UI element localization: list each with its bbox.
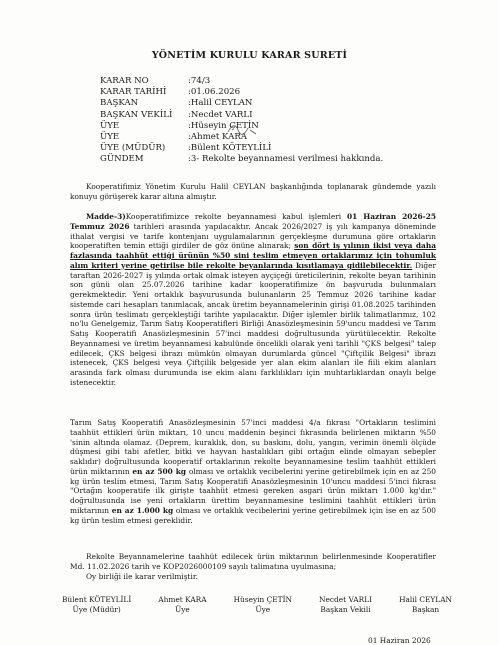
bylaw-min-1000: en az 1.000 kg xyxy=(111,505,174,515)
meta-label: BAŞKAN xyxy=(100,98,139,109)
intro-text: Kooperatifimiz Yönetim Kurulu Halil CEYLAN başkanlığında toplanarak gündemde yazılı konuyu görüşerek karar altına almıştır. xyxy=(70,182,436,201)
madde-paragraph xyxy=(70,212,436,388)
bylaw-min-500: en az 500 kg xyxy=(132,466,187,476)
madde-restriction: son dört iş yılının ikisi veya daha fazlasında taahhüt ettiği ürünün %50 sini teslim etmeyen ortaklarımız için tohumluk alım kriteri yerine getirilse bile rekolte beyanlarında kısıtlamaya gidilebilecektir. xyxy=(70,241,436,270)
madde-date-range: 01 Haziran 2026-25 Temmuz 2026 xyxy=(70,212,436,231)
meta-value: :Ahmet KARA xyxy=(188,132,248,143)
meta-value: :01.06.2026 xyxy=(188,87,241,98)
bylaw-text xyxy=(70,418,436,525)
meta-label: GÜNDEM xyxy=(100,154,144,165)
meta-value: :74/3 xyxy=(188,76,211,86)
signature xyxy=(158,595,206,614)
signer-role: Üye xyxy=(175,604,190,614)
meta-label: KARAR NO xyxy=(100,76,149,86)
signer-name: Bülent KÖTEYLİLİ xyxy=(62,595,132,604)
meta-value: :Hüseyin ÇETİN xyxy=(188,120,259,131)
signer-role: Üye (Müdür) xyxy=(72,604,121,614)
bylaw-text-part: olması ve ortaklık vecibelerini yerine getirebilmek için en az 250 kg ürün teslim etmesi, Tarım Satış Kooperatifi Anasözleşmesinin 10'uncu maddesi 5'inci fıkrası "Ortağın kooperatife ilk girişte taahhüt etmesi gereken asgari ürün miktarı 1.000 kg'dır." doğrultusunda ise yeni ortakların ürettim beyannamesine teslimini taahhüt ettikleri ürün miktarının xyxy=(70,466,436,515)
madde-text-part: tarihleri arasında yapılacaktır. Ancak 2026/2027 iş yılı kampanya döneminde ithalat vergisi ve tarife kontenjanı uygulamalarının gerçekleşme durumuna göre ortakların kooperatiften temin ettiği girdiler de göz önüne alınarak; xyxy=(70,221,436,251)
signature xyxy=(62,595,131,614)
madde-number: Madde-3) xyxy=(86,212,126,221)
instruction-paragraph xyxy=(70,552,436,581)
signer-role: Başkan Vekili xyxy=(320,604,371,614)
bylaw-text-part: olması ve ortaklık vecibelerini yerine getirebilmek için ise en az 500 kg ürün teslim etmesi gereklidir. xyxy=(70,505,436,525)
meta-row xyxy=(100,76,388,87)
signer-name: Ahmet KARA xyxy=(158,595,207,604)
meta-label: ÜYE xyxy=(100,120,120,131)
handwritten-mark-icon xyxy=(224,120,264,140)
meta-label: ÜYE (MÜDÜR) xyxy=(100,143,166,154)
meta-row xyxy=(100,154,388,165)
meta-value: :Bülent KÖTEYLİLİ xyxy=(188,143,272,154)
madde-text xyxy=(70,212,436,388)
unanimous-text: Oy birliği ile karar verilmiştir. xyxy=(86,571,198,581)
signer-name: Hüseyin ÇETİN xyxy=(233,595,292,604)
document-title: YÖNETİM KURULU KARAR SURETİ xyxy=(151,50,348,61)
intro-paragraph xyxy=(70,182,436,202)
meta-row xyxy=(100,98,388,109)
madde-text-part: Diğer taraftan 2026-2027 iş yılında ortak olmak isteyen ayçiçeği üreticilerinin, rekolte beyan tarihinin son günü olan 25.07.2026 tarihine kadar kooperatifimize ön başvuruda bulunmaları gerekmektedir. Yeni ortaklık başvurusunda bulunanların 25 Temmuz 2026 tarihine kadar sistemde cari hesapları tanımlacak, ancak üretim beyannamelerinin girişi 01.08.2025 tarihinden sonra ürün teslimatı gerçekleştiği tarihte yapılacaktır. Diğer işlemler birlik talimatlarımız, 102 no'lu Genelgemiz, Tarım Satış Kooperatifleri Birliği Anasözleşmesinin 59'uncu maddesi ve Tarım Satış Kooperatifi Anasözleşmesinin 57'inci maddesi doğrultusunda yürütülecektir. Rekolte Beyannamesi ve üretim beyannamesi kabulünde öncelikli olarak yeni tarihli "ÇKS belgesi" talep edilecek, ÇKS belgesi ibrazı mümkün olmayan durumlarda güncel "Çiftçilik Belgesi" ibrazı istenecek, ÇKS belgesi veya Çiftçilik belgeside yer alan ekim alanları ile fiili ekim alanları arasında fark olması durumunda ise ekim alanı farklılıkları için muhtarlıklardan onaylı belge istenecektir. xyxy=(70,260,436,387)
meta-label: KARAR TARİHİ xyxy=(100,87,167,98)
instruction-text: Rekolte Beyannamelerine taahhüt edilecek ürün miktarının belirlenmesinde Kooperatifler Md. 11.02.2026 tarih ve KOP2026000109 sayılı talimatına uyulmasına; xyxy=(70,552,436,571)
meta-row xyxy=(100,87,388,98)
meta-value: :Halil CEYLAN xyxy=(188,98,253,109)
signer-name: Necdet VARLI xyxy=(319,595,373,604)
signature xyxy=(319,595,372,614)
meta-value: :Necdet VARLI xyxy=(188,109,253,120)
signature xyxy=(399,595,452,614)
bylaw-paragraph xyxy=(70,418,436,525)
meta-label: BAŞKAN VEKİLİ xyxy=(100,109,173,120)
signer-role: Başkan xyxy=(411,604,440,614)
madde-text-part: Kooperatifimizce rekolte beyannamesi kabul işlemleri xyxy=(125,212,347,221)
meta-row xyxy=(100,143,388,154)
signature-block xyxy=(62,595,452,614)
document-date: 01 Haziran 2026 xyxy=(368,636,431,645)
signer-name: Halil CEYLAN xyxy=(399,595,452,604)
signature xyxy=(234,595,292,614)
meta-label: ÜYE xyxy=(100,132,120,143)
bylaw-text-part: Tarım Satış Kooperatifi Anasözleşmesinin 57'inci maddesi 4/a fıkrası "Ortakların teslimini taahhüt ettikleri ürün miktarı, 10 uncu maddenin beşinci fıkrasında belirlenen miktarın %50 'sinin altında olamaz. (Deprem, kuraklık, don, su baskını, dolu, yangın, verimin önemli ölçüde düşmesi gibi tabi afetler, bitki ve hayvan hastalıkları gibi ortağın elinde olmayan sebepler saklıdır) doğrultusunda kooperatif ortaklarının rekolte beyannamesine teslim taahhüt ettikleri ürün miktarının xyxy=(70,418,436,476)
signer-role: Üye xyxy=(255,604,271,614)
meta-value: :3- Rekolte beyannamesi verilmesi hakkında. xyxy=(188,154,384,165)
